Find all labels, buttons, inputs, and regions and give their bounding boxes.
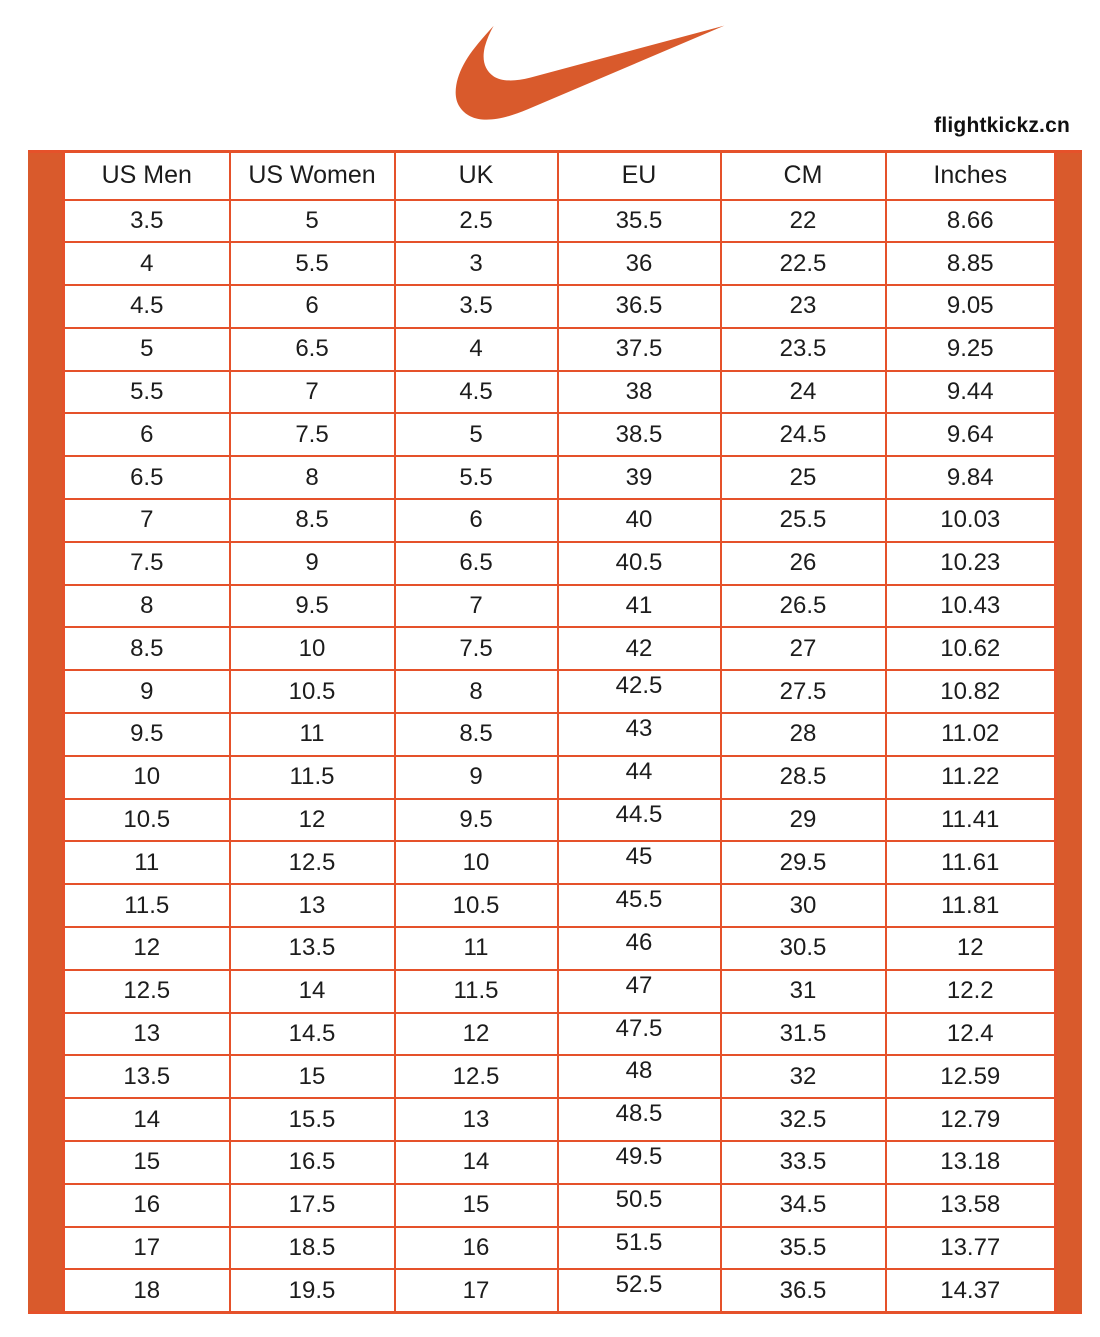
size-cell: 9: [230, 542, 395, 585]
size-cell: 10.82: [886, 670, 1056, 713]
size-cell: 51.5: [558, 1227, 721, 1270]
size-cell: 13.18: [886, 1141, 1056, 1184]
size-cell: 4: [395, 328, 558, 371]
size-cell: 12.79: [886, 1098, 1056, 1141]
column-header: EU: [558, 152, 721, 200]
right-accent-bar: [1057, 150, 1082, 1314]
table-row: [64, 927, 1056, 970]
column-header: US Men: [64, 152, 230, 200]
size-cell: 40: [558, 499, 721, 542]
size-cell: 30.5: [721, 927, 886, 970]
size-cell: 15: [64, 1141, 230, 1184]
size-cell: 10.23: [886, 542, 1056, 585]
size-cell: 13: [395, 1098, 558, 1141]
size-cell: 33.5: [721, 1141, 886, 1184]
size-cell: 7: [395, 585, 558, 628]
size-cell: 13.58: [886, 1184, 1056, 1227]
table-header-row: [64, 152, 1056, 200]
table-row: [64, 1227, 1056, 1270]
size-cell: 6.5: [64, 456, 230, 499]
size-cell: 15: [395, 1184, 558, 1227]
size-cell: 32: [721, 1055, 886, 1098]
size-cell: 49.5: [558, 1141, 721, 1184]
size-cell: 52.5: [558, 1269, 721, 1312]
table-row: [64, 970, 1056, 1013]
table-row: [64, 200, 1056, 243]
size-cell: 26: [721, 542, 886, 585]
size-cell: 15.5: [230, 1098, 395, 1141]
size-cell: 10: [395, 841, 558, 884]
size-cell: 24.5: [721, 413, 886, 456]
size-cell: 12: [230, 799, 395, 842]
size-conversion-table: [62, 150, 1057, 1314]
size-cell: 13: [230, 884, 395, 927]
size-cell: 34.5: [721, 1184, 886, 1227]
size-cell: 22: [721, 200, 886, 243]
size-cell: 43: [558, 713, 721, 756]
size-cell: 8.5: [230, 499, 395, 542]
size-cell: 29: [721, 799, 886, 842]
size-cell: 9.05: [886, 285, 1056, 328]
size-cell: 9.44: [886, 371, 1056, 414]
size-cell: 44: [558, 756, 721, 799]
size-cell: 23.5: [721, 328, 886, 371]
size-cell: 3: [395, 242, 558, 285]
size-cell: 28: [721, 713, 886, 756]
size-cell: 12.5: [64, 970, 230, 1013]
size-cell: 10: [230, 627, 395, 670]
size-cell: 10.62: [886, 627, 1056, 670]
size-cell: 28.5: [721, 756, 886, 799]
table-row: [64, 884, 1056, 927]
nike-swoosh-icon: [455, 20, 725, 123]
size-cell: 4.5: [64, 285, 230, 328]
size-cell: 10.5: [230, 670, 395, 713]
size-cell: 45: [558, 841, 721, 884]
size-cell: 18.5: [230, 1227, 395, 1270]
size-cell: 9.5: [395, 799, 558, 842]
size-chart: [28, 150, 1082, 1314]
size-cell: 38.5: [558, 413, 721, 456]
size-cell: 14: [395, 1141, 558, 1184]
size-cell: 8: [395, 670, 558, 713]
watermark-text: flightkickz.cn: [934, 114, 1070, 137]
size-cell: 5.5: [395, 456, 558, 499]
size-cell: 8.66: [886, 200, 1056, 243]
size-cell: 6.5: [230, 328, 395, 371]
size-cell: 3.5: [395, 285, 558, 328]
size-cell: 48: [558, 1055, 721, 1098]
size-cell: 9: [395, 756, 558, 799]
size-cell: 12: [395, 1013, 558, 1056]
size-cell: 13.5: [230, 927, 395, 970]
size-cell: 14: [64, 1098, 230, 1141]
table-row: [64, 456, 1056, 499]
size-cell: 13.77: [886, 1227, 1056, 1270]
size-cell: 4: [64, 242, 230, 285]
column-header: Inches: [886, 152, 1056, 200]
size-cell: 29.5: [721, 841, 886, 884]
size-cell: 23: [721, 285, 886, 328]
size-cell: 12.59: [886, 1055, 1056, 1098]
table-row: [64, 1141, 1056, 1184]
size-cell: 7.5: [395, 627, 558, 670]
size-cell: 7.5: [64, 542, 230, 585]
table-row: [64, 713, 1056, 756]
size-cell: 8: [64, 585, 230, 628]
size-cell: 17.5: [230, 1184, 395, 1227]
size-cell: 5.5: [230, 242, 395, 285]
table-row: [64, 413, 1056, 456]
size-cell: 47: [558, 970, 721, 1013]
size-cell: 35.5: [558, 200, 721, 243]
size-cell: 11.5: [230, 756, 395, 799]
size-cell: 36.5: [721, 1269, 886, 1312]
column-header: US Women: [230, 152, 395, 200]
left-accent-bar: [28, 150, 62, 1314]
size-cell: 17: [64, 1227, 230, 1270]
size-cell: 27: [721, 627, 886, 670]
size-cell: 47.5: [558, 1013, 721, 1056]
size-cell: 11: [395, 927, 558, 970]
size-cell: 42: [558, 627, 721, 670]
size-cell: 7: [64, 499, 230, 542]
size-cell: 31: [721, 970, 886, 1013]
size-cell: 44.5: [558, 799, 721, 842]
size-cell: 45.5: [558, 884, 721, 927]
size-cell: 32.5: [721, 1098, 886, 1141]
table-row: [64, 285, 1056, 328]
table-row: [64, 542, 1056, 585]
size-cell: 10.43: [886, 585, 1056, 628]
table-row: [64, 585, 1056, 628]
size-cell: 8.5: [64, 627, 230, 670]
size-cell: 5: [64, 328, 230, 371]
size-cell: 9.84: [886, 456, 1056, 499]
size-cell: 40.5: [558, 542, 721, 585]
size-cell: 5: [230, 200, 395, 243]
size-cell: 12.5: [230, 841, 395, 884]
size-cell: 30: [721, 884, 886, 927]
size-cell: 27.5: [721, 670, 886, 713]
size-cell: 26.5: [721, 585, 886, 628]
table-row: [64, 756, 1056, 799]
size-cell: 17: [395, 1269, 558, 1312]
size-cell: 11.61: [886, 841, 1056, 884]
size-cell: 11.5: [64, 884, 230, 927]
table-row: [64, 627, 1056, 670]
size-cell: 11.22: [886, 756, 1056, 799]
size-cell: 12.2: [886, 970, 1056, 1013]
size-cell: 9.5: [64, 713, 230, 756]
table-row: [64, 242, 1056, 285]
size-cell: 7: [230, 371, 395, 414]
size-cell: 9.25: [886, 328, 1056, 371]
size-cell: 6.5: [395, 542, 558, 585]
size-cell: 9.64: [886, 413, 1056, 456]
size-cell: 16: [64, 1184, 230, 1227]
size-cell: 4.5: [395, 371, 558, 414]
size-cell: 3.5: [64, 200, 230, 243]
size-cell: 42.5: [558, 670, 721, 713]
size-cell: 25.5: [721, 499, 886, 542]
size-cell: 13.5: [64, 1055, 230, 1098]
table-row: [64, 371, 1056, 414]
size-cell: 16: [395, 1227, 558, 1270]
size-cell: 24: [721, 371, 886, 414]
size-cell: 14.5: [230, 1013, 395, 1056]
size-cell: 11.5: [395, 970, 558, 1013]
size-cell: 39: [558, 456, 721, 499]
table-row: [64, 670, 1056, 713]
size-cell: 10.5: [64, 799, 230, 842]
size-cell: 11: [64, 841, 230, 884]
size-cell: 41: [558, 585, 721, 628]
table-row: [64, 1184, 1056, 1227]
size-cell: 37.5: [558, 328, 721, 371]
size-cell: 12.5: [395, 1055, 558, 1098]
size-cell: 11.81: [886, 884, 1056, 927]
size-cell: 36.5: [558, 285, 721, 328]
table-row: [64, 1055, 1056, 1098]
size-cell: 10: [64, 756, 230, 799]
size-cell: 10.5: [395, 884, 558, 927]
size-cell: 14: [230, 970, 395, 1013]
size-cell: 10.03: [886, 499, 1056, 542]
size-cell: 25: [721, 456, 886, 499]
column-header: UK: [395, 152, 558, 200]
table-row: [64, 328, 1056, 371]
table-row: [64, 1013, 1056, 1056]
page-header: [0, 0, 1100, 150]
size-cell: 12.4: [886, 1013, 1056, 1056]
size-cell: 8: [230, 456, 395, 499]
size-cell: 19.5: [230, 1269, 395, 1312]
table-row: [64, 499, 1056, 542]
size-cell: 6: [230, 285, 395, 328]
table-row: [64, 1098, 1056, 1141]
size-cell: 48.5: [558, 1098, 721, 1141]
size-cell: 46: [558, 927, 721, 970]
size-cell: 7.5: [230, 413, 395, 456]
size-cell: 6: [395, 499, 558, 542]
size-cell: 6: [64, 413, 230, 456]
column-header: CM: [721, 152, 886, 200]
size-cell: 5: [395, 413, 558, 456]
size-cell: 8.85: [886, 242, 1056, 285]
table-row: [64, 799, 1056, 842]
size-cell: 22.5: [721, 242, 886, 285]
size-cell: 13: [64, 1013, 230, 1056]
size-cell: 5.5: [64, 371, 230, 414]
size-cell: 15: [230, 1055, 395, 1098]
size-cell: 8.5: [395, 713, 558, 756]
size-cell: 2.5: [395, 200, 558, 243]
size-cell: 11: [230, 713, 395, 756]
table-row: [64, 1269, 1056, 1312]
table-row: [64, 841, 1056, 884]
size-cell: 35.5: [721, 1227, 886, 1270]
size-cell: 18: [64, 1269, 230, 1312]
size-cell: 12: [64, 927, 230, 970]
size-cell: 14.37: [886, 1269, 1056, 1312]
size-cell: 31.5: [721, 1013, 886, 1056]
size-cell: 36: [558, 242, 721, 285]
size-cell: 11.02: [886, 713, 1056, 756]
size-cell: 50.5: [558, 1184, 721, 1227]
size-cell: 9.5: [230, 585, 395, 628]
size-cell: 12: [886, 927, 1056, 970]
size-cell: 16.5: [230, 1141, 395, 1184]
size-cell: 38: [558, 371, 721, 414]
size-cell: 9: [64, 670, 230, 713]
size-cell: 11.41: [886, 799, 1056, 842]
